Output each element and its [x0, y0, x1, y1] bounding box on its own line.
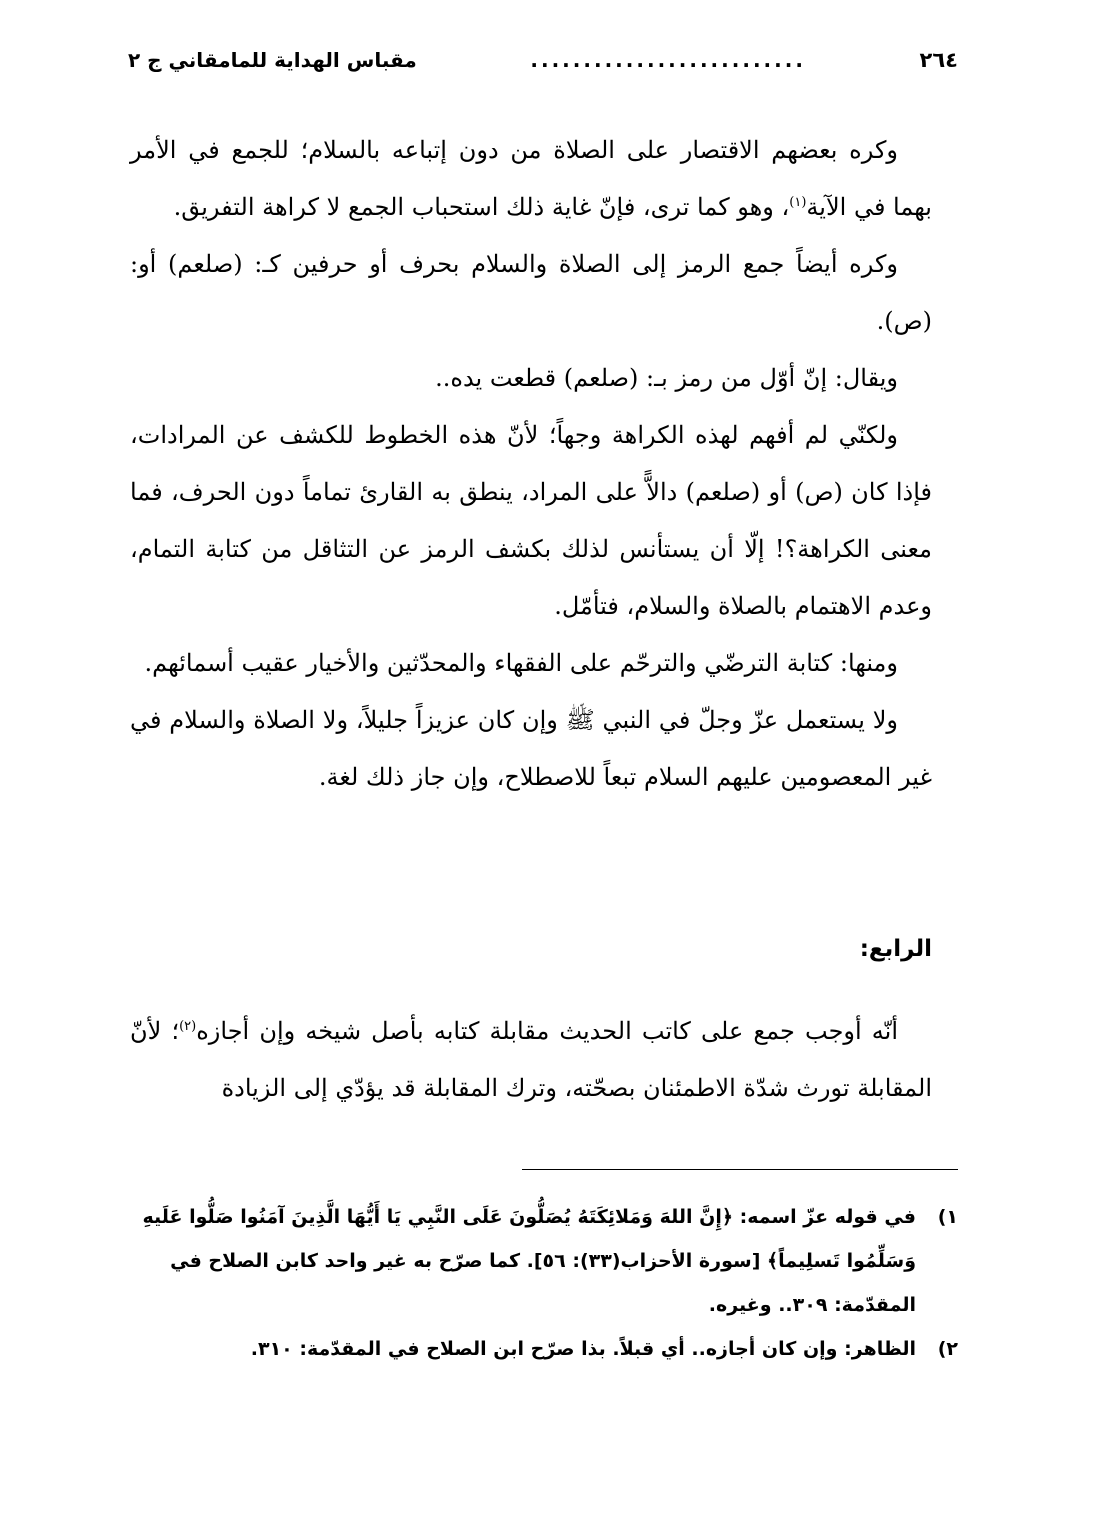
- footnotes: [135, 1195, 958, 1371]
- paragraph: وكره أيضاً جمع الرمز إلى الصلاة والسلام بحرف أو حرفين كـ: (صلعم) أو: (ص).: [130, 250, 932, 335]
- paragraph-text: أنّه أوجب جمع على كاتب الحديث مقابلة كتابه بأصل شيخه وإن أجازه: [196, 1017, 899, 1045]
- footnote-number: ٢): [937, 1338, 958, 1360]
- paragraph-text-cont: ، وهو كما ترى، فإنّ غاية ذلك استحباب الجمع لا كراهة التفريق.: [173, 193, 790, 221]
- section-heading: الرابع:: [859, 936, 932, 962]
- paragraph-text-cont: ؛ لأنّ المقابلة تورث شدّة الاطمئنان بصحّته، وترك المقابلة قد يؤدّي إلى الزيادة: [130, 1017, 932, 1102]
- footnote-text: في قوله عزّ اسمه: ﴿إِنَّ اللهَ وَمَلائِكَتَهُ يُصَلُّونَ عَلَى النَّبِي يَا أَيُّهَا الَّذِينَ آمَنُوا صَلُّوا عَلَيهِ وَسَلِّمُوا تَسلِيماً﴾ [سورة الأحزاب(٣٣): ٥٦]. كما صرّح به غير واحد كابن الصلاح في المقدّمة: ٣٠٩.. وغيره.: [142, 1206, 916, 1316]
- page-header: [128, 40, 958, 80]
- section-text: [130, 1003, 932, 1117]
- paragraph: [130, 1003, 932, 1117]
- main-text: [130, 122, 932, 806]
- running-title: مقباس الهداية للمامقاني ج ٢: [128, 48, 417, 72]
- footnote-ref-1[interactable]: (١): [789, 195, 807, 210]
- footnote-ref-2[interactable]: (٢): [179, 1019, 197, 1034]
- footnote-text: الظاهر: وإن كان أجازه.. أي قبلاً. بذا صرّح ابن الصلاح في المقدّمة: ٣١٠.: [250, 1338, 916, 1360]
- footnote-divider: [522, 1169, 958, 1170]
- paragraph: ولكنّي لم أفهم لهذه الكراهة وجهاً؛ لأنّ هذه الخطوط للكشف عن المرادات، فإذا كان (ص) أو (صلعم) دالاًّ على المراد، ينطق به القارئ تماماً دون الحرف، فما معنى الكراهة؟! إلّا أن يستأنس لذلك بكشف الرمز عن التثاقل من كتابة التمام، وعدم الاهتمام بالصلاة والسلام، فتأمّل.: [130, 421, 932, 620]
- header-leader-dots: ..........................: [530, 48, 806, 72]
- page-number: ٢٦٤: [919, 48, 958, 72]
- paragraph: ومنها: كتابة الترضّي والترحّم على الفقهاء والمحدّثين والأخيار عقيب أسمائهم.: [144, 649, 898, 677]
- paragraph-text: وكره بعضهم الاقتصار على الصلاة من دون إتباعه بالسلام؛ للجمع في الأمر بهما في الآية: [130, 136, 932, 221]
- paragraph: [130, 122, 932, 236]
- footnote-item: [135, 1195, 958, 1327]
- paragraph: ويقال: إنّ أوّل من رمز بـ: (صلعم) قطعت يده..: [435, 364, 898, 392]
- footnote-number: ١): [937, 1206, 958, 1228]
- paragraph: ولا يستعمل عزّ وجلّ في النبي ﷺ وإن كان عزيزاً جليلاً، ولا الصلاة والسلام في غير المعصومين عليهم السلام تبعاً للاصطلاح، وإن جاز ذلك لغة.: [130, 706, 932, 791]
- footnote-item: [135, 1327, 958, 1371]
